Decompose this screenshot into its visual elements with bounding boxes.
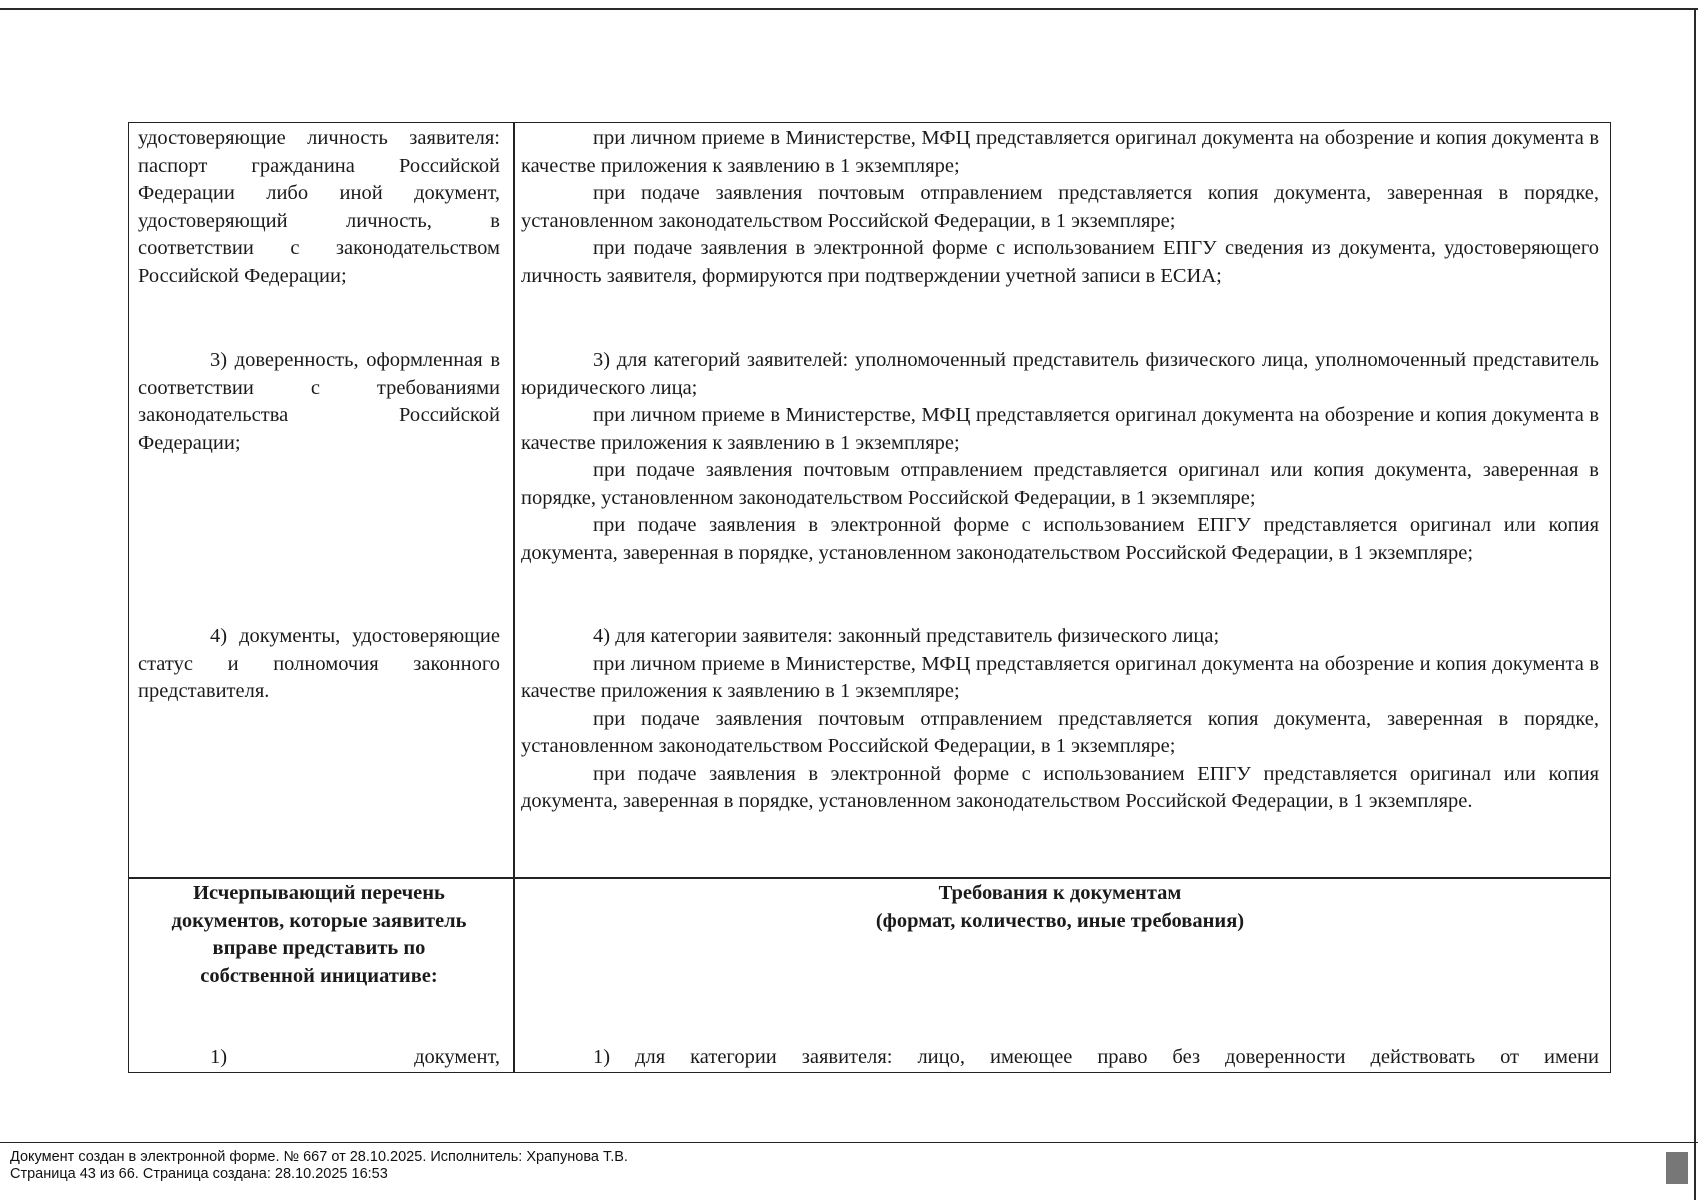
row1-right-p3: при подаче заявления в электронной форме с использованием ЕПГУ сведения из документа, удостоверяющего личность заявителя, формируются при подтверждении учетной записи в ЕСИА; — [521, 237, 1599, 287]
row3-left-cell — [138, 623, 500, 706]
section-left-heading: Исчерпывающий перечень документов, которые заявитель вправе представить по собственной инициативе: — [171, 882, 467, 987]
row3-right-p3: при подаче заявления почтовым отправлением представляется копия документа, заверенная в порядке, установленном законодательством Российской Федерации, в 1 экземпляре; — [521, 707, 1599, 757]
top-border — [0, 8, 1698, 10]
stamp-icon — [1666, 1152, 1688, 1184]
section-left-item-cell — [138, 1044, 500, 1072]
right-border — [1694, 8, 1696, 1200]
section-right-heading-2: (формат, количество, иные требования) — [875, 909, 1245, 932]
row2-right-p4: при подаче заявления в электронной форме с использованием ЕПГУ представляется оригинал или копия документа, заверенная в порядке, установленном законодательством Российской Федерации, в 1 экземпляре; — [521, 514, 1599, 564]
section-left-item: 1) документ, — [210, 1046, 500, 1068]
row2-right-p1: 3) для категорий заявителей: уполномоченный представитель физического лица, уполномоченный представитель юридического лица; — [521, 349, 1599, 399]
section-divider — [129, 877, 1610, 879]
row1-right-p2: при подаче заявления почтовым отправлением представляется копия документа, заверенная в порядке, установленном законодательством Российской Федерации, в 1 экземпляре; — [521, 182, 1599, 232]
row3-left-text: 4) документы, удостоверяющие статус и полномочия законного представителя. — [138, 625, 500, 702]
footer-line-2: Страница 43 из 66. Страница создана: 28.10.2025 16:53 — [10, 1166, 388, 1182]
document-footer — [10, 1149, 628, 1183]
row1-left-cell — [138, 125, 500, 290]
row3-right-cell — [521, 623, 1599, 816]
row3-right-p2: при личном приеме в Министерстве, МФЦ представляется оригинал документа на обозрение и копия документа в качестве приложения к заявлению в 1 экземпляре; — [521, 652, 1599, 702]
row2-left-text: 3) доверенность, оформленная в соответствии с требованиями законодательства Российской Федерации; — [138, 349, 500, 454]
row2-right-p3: при подаче заявления почтовым отправлением представляется оригинал или копия документа, заверенная в порядке, установленном законодательством Российской Федерации, в 1 экземпляре; — [521, 459, 1599, 509]
row2-left-cell — [138, 347, 500, 457]
row1-right-p1: при личном приеме в Министерстве, МФЦ представляется оригинал документа на обозрение и копия документа в качестве приложения к заявлению в 1 экземпляре; — [521, 127, 1599, 177]
section-left-heading-cell — [159, 880, 479, 990]
section-right-heading-cell — [521, 880, 1599, 935]
row2-right-cell — [521, 347, 1599, 567]
row1-left-text: удостоверяющие личность заявителя: паспорт гражданина Российской Федерации либо иной документ, удостоверяющий личность, в соответствии с законодательством Российской Федерации; — [138, 127, 500, 287]
row1-right-cell — [521, 125, 1599, 290]
row3-right-p1: 4) для категории заявителя: законный представитель физического лица; — [593, 625, 1220, 647]
documents-table — [128, 122, 1611, 1073]
section-right-item-cell — [521, 1044, 1599, 1072]
column-divider — [513, 123, 515, 1072]
section-right-item: 1) для категории заявителя: лицо, имеющее право без доверенности действовать от имени — [593, 1046, 1599, 1068]
footer-line-1: Документ создан в электронной форме. № 667 от 28.10.2025. Исполнитель: Храпунова Т.В. — [10, 1149, 628, 1165]
row3-right-p4: при подаче заявления в электронной форме с использованием ЕПГУ представляется оригинал или копия документа, заверенная в порядке, установленном законодательством Российской Федерации, в 1 экземпляре. — [521, 762, 1599, 812]
section-right-heading-1: Требования к документам — [938, 882, 1182, 904]
footer-divider — [0, 1142, 1698, 1143]
row2-right-p2: при личном приеме в Министерстве, МФЦ представляется оригинал документа на обозрение и копия документа в качестве приложения к заявлению в 1 экземпляре; — [521, 404, 1599, 454]
